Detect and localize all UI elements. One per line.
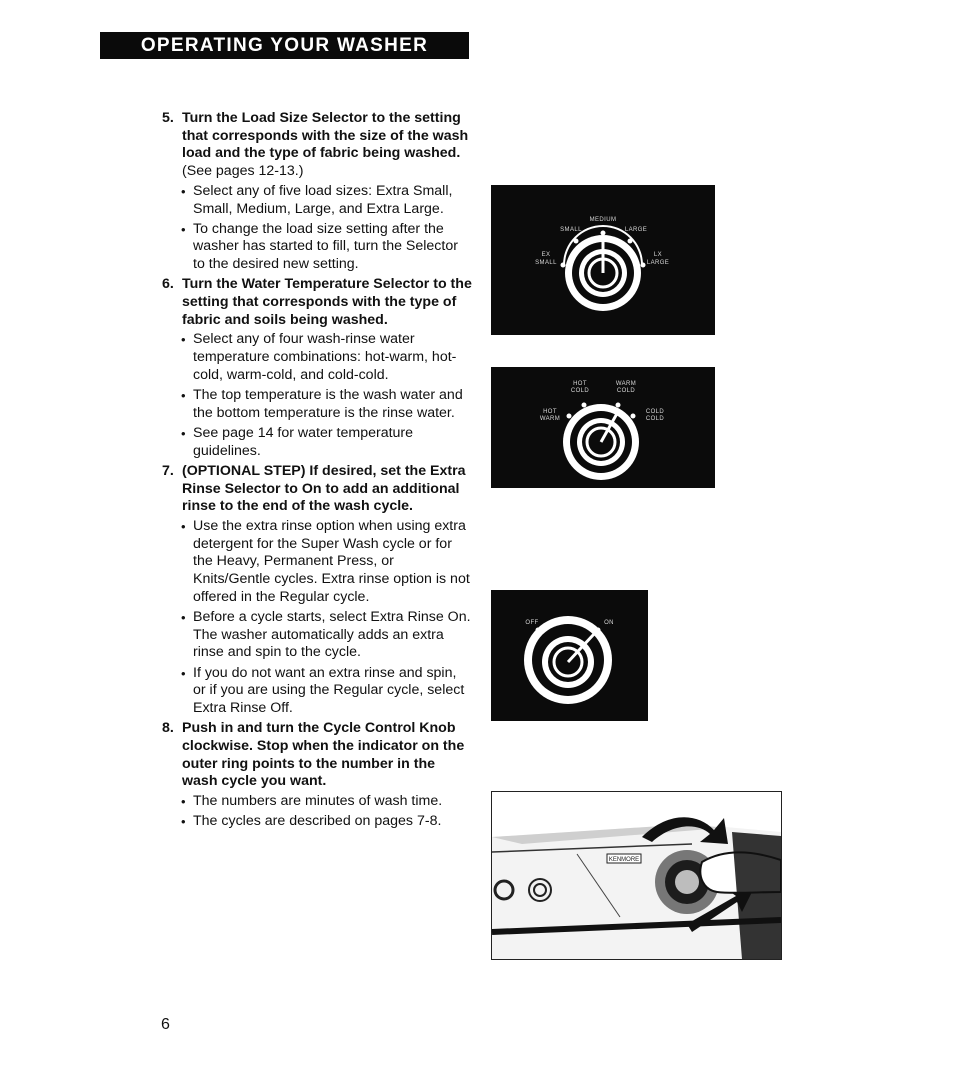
label-large: LARGE <box>624 227 648 233</box>
label-warm: WARM <box>615 381 637 387</box>
label-hot: HOT <box>543 409 557 415</box>
tick-mark <box>616 403 621 408</box>
label-lx: LX <box>653 252 663 258</box>
tick-mark <box>582 403 587 408</box>
step-7-bullets <box>162 518 472 718</box>
instructions-column <box>162 110 472 833</box>
label-cold: COLD <box>645 409 665 415</box>
step-title: Push in and turn the Cycle Control Knob clockwise. Stop when the indicator on the outer ring points to the number in the wash cycle you want. <box>182 720 465 790</box>
load-size-selector-figure <box>491 185 715 335</box>
bullet-item: • If you do not want an extra rinse and spin, or if you are using the Regular cycle, select Extra Rinse Off. <box>193 665 472 718</box>
tick-mark <box>641 263 646 268</box>
bullet-item: • The cycles are described on pages 7-8. <box>193 813 472 831</box>
step-5-bullets <box>162 183 472 274</box>
page-number: 6 <box>161 1016 170 1033</box>
label-ex: EX <box>541 252 551 258</box>
step-number: 5. <box>162 110 174 126</box>
step-5-heading <box>162 110 472 181</box>
water-temperature-dial <box>491 367 715 488</box>
load-size-dial <box>491 185 715 335</box>
bullet-item: • Before a cycle starts, select Extra Rinse On. The washer automatically adds an extra rinse and spin to the cycle. <box>193 609 472 662</box>
label-cold: COLD <box>616 388 636 394</box>
cycle-knob-center-icon <box>675 870 699 894</box>
label-cold: COLD <box>645 416 665 422</box>
tick-mark <box>601 231 606 236</box>
tick-mark <box>574 239 579 244</box>
extra-rinse-dial <box>491 590 648 721</box>
tick-mark <box>536 628 541 633</box>
water-temperature-selector-figure <box>491 367 715 488</box>
label-cold: COLD <box>570 388 590 394</box>
section-header: OPERATING YOUR WASHER <box>100 32 469 59</box>
step-8-bullets <box>162 793 472 831</box>
bullet-item: • The numbers are minutes of wash time. <box>193 793 472 811</box>
tick-mark <box>631 414 636 419</box>
step-7-heading <box>162 463 472 516</box>
tick-mark <box>567 414 572 419</box>
step-6-heading <box>162 276 472 329</box>
bullet-item: • The top temperature is the wash water and the bottom temperature is the rinse water. <box>193 387 472 422</box>
label-on: ON <box>604 620 614 626</box>
bullet-item: • Use the extra rinse option when using extra detergent for the Super Wash cycle or for the Heavy, Permanent Press, or Knits/Gentle cycles. Extra rinse option is not offered in the Regular cycle. <box>193 518 472 607</box>
page-reference: (See pages 12-13.) <box>182 163 304 180</box>
label-off: OFF <box>525 620 539 626</box>
label-small: SMALL <box>560 227 582 233</box>
step-number: 8. <box>162 720 174 737</box>
step-number: 6. <box>162 276 174 293</box>
label-ex-small: SMALL <box>535 260 557 266</box>
cycle-control-knob-figure <box>491 791 782 960</box>
step-6-bullets <box>162 331 472 460</box>
step-title: Turn the Load Size Selector to the setting that corresponds with the size of the wash load and the type of fabric being washed. <box>182 110 469 162</box>
tick-mark <box>596 628 601 633</box>
tick-mark <box>628 239 633 244</box>
label-hot: HOT <box>573 381 587 387</box>
bullet-item: • Select any of four wash-rinse water temperature combinations: hot-warm, hot-cold, warm-cold, and cold-cold. <box>193 331 472 384</box>
step-title: (OPTIONAL STEP) If desired, set the Extra Rinse Selector to On to add an additional rinse to the end of the wash cycle. <box>182 462 466 515</box>
step-title: Turn the Water Temperature Selector to the setting that corresponds with the type of fabric and soils being washed. <box>182 276 472 328</box>
cycle-control-illustration <box>492 792 781 959</box>
extra-rinse-selector-figure <box>491 590 648 721</box>
bullet-item: • See page 14 for water temperature guidelines. <box>193 425 472 460</box>
brand-label: KENMORE <box>608 857 640 863</box>
label-medium: MEDIUM <box>589 217 617 223</box>
step-8-heading <box>162 720 472 791</box>
label-lx-large: LARGE <box>646 260 670 266</box>
bullet-item: • To change the load size setting after the washer has started to fill, turn the Selector to the desired new setting. <box>193 221 472 274</box>
tick-mark <box>561 263 566 268</box>
bullet-item: • Select any of five load sizes: Extra Small, Small, Medium, Large, and Extra Large. <box>193 183 472 218</box>
label-warm: WARM <box>539 416 561 422</box>
step-number: 7. <box>162 462 174 479</box>
